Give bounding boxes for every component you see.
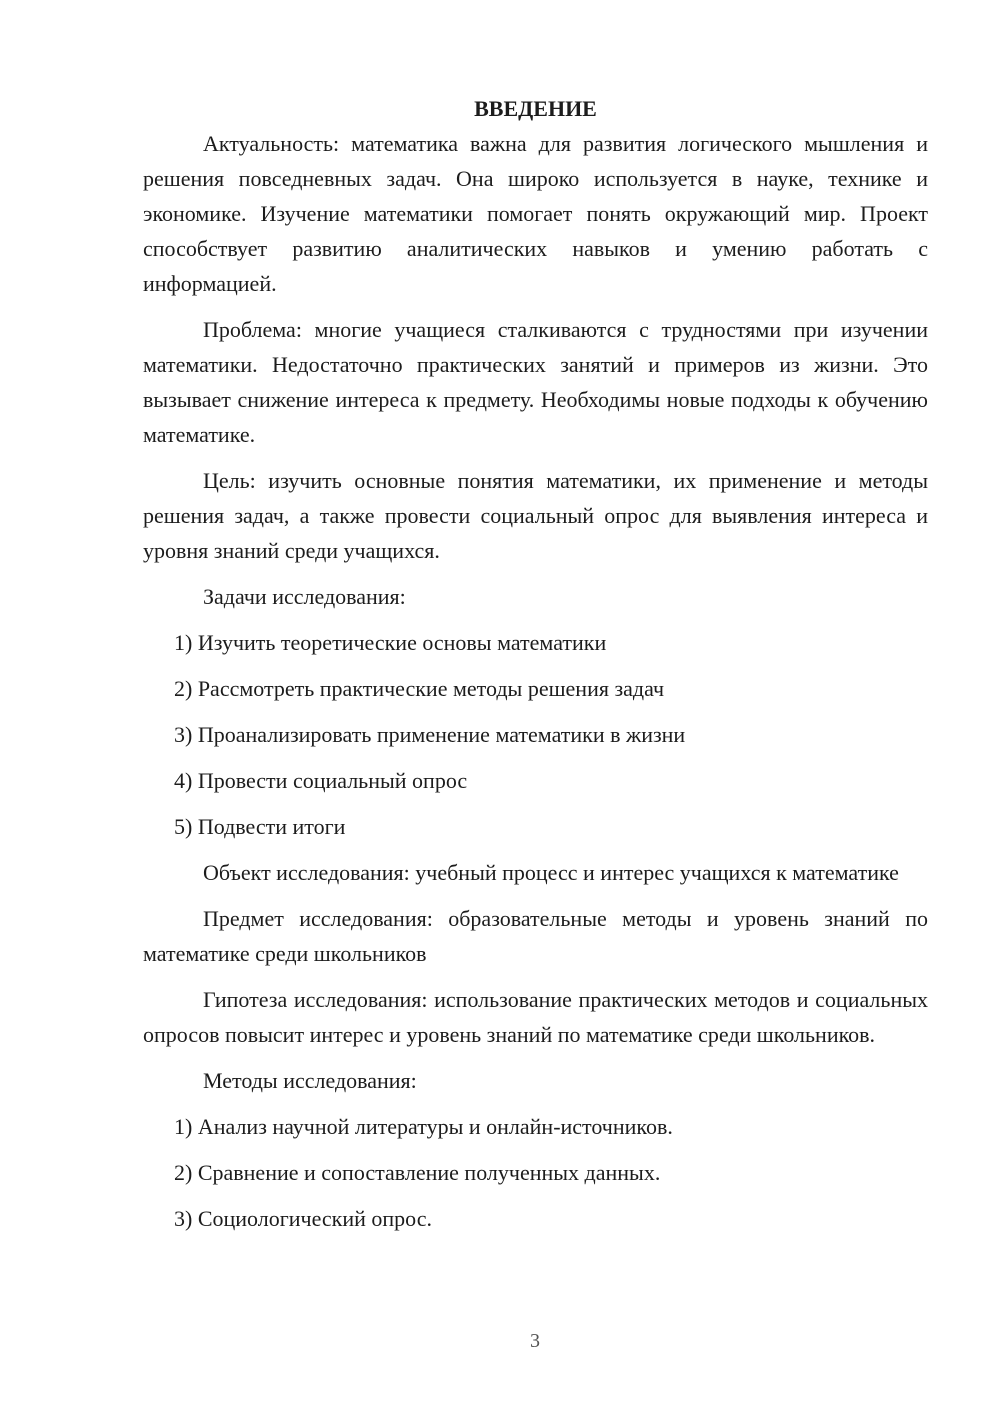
hypothesis-paragraph: Гипотеза исследования: использование практических методов и социальных опросов повысит интерес и уровень знаний по математике среди школьников. xyxy=(143,987,928,1047)
task-item-1: 1) Изучить теоретические основы математики xyxy=(174,630,607,655)
methods-label: Методы исследования: xyxy=(203,1068,417,1093)
tasks-list xyxy=(143,625,928,844)
problem-paragraph: Проблема: многие учащиеся сталкиваются с трудностями при изучении математики. Недостаточно практических занятий и примеров из жизни. Это вызывает снижение интереса к предмету. Необходимы новые подходы к обучению математике. xyxy=(143,317,928,447)
goal-paragraph: Цель: изучить основные понятия математики, их применение и методы решения задач, а также провести социальный опрос для выявления интереса и уровня знаний среди учащихся. xyxy=(143,468,928,563)
method-item-2: 2) Сравнение и сопоставление полученных данных. xyxy=(174,1160,661,1185)
document-page xyxy=(143,92,928,1247)
page-number: 3 xyxy=(530,1330,540,1352)
methods-list xyxy=(143,1109,928,1236)
method-item-1: 1) Анализ научной литературы и онлайн-источников. xyxy=(174,1114,673,1139)
object-paragraph: Объект исследования: учебный процесс и интерес учащихся к математике xyxy=(203,860,899,885)
task-item-4: 4) Провести социальный опрос xyxy=(174,768,468,793)
subject-paragraph: Предмет исследования: образовательные методы и уровень знаний по математике среди школьников xyxy=(143,906,928,966)
method-item-3: 3) Социологический опрос. xyxy=(174,1206,432,1231)
task-item-2: 2) Рассмотреть практические методы решения задач xyxy=(174,676,665,701)
section-heading: ВВЕДЕНИЕ xyxy=(474,96,597,121)
task-item-3: 3) Проанализировать применение математики в жизни xyxy=(174,722,686,747)
task-item-5: 5) Подвести итоги xyxy=(174,814,346,839)
relevance-paragraph: Актуальность: математика важна для развития логического мышления и решения повседневных задач. Она широко используется в науке, технике и экономике. Изучение математики помогает понять окружающий мир. Проект способствует развитию аналитических навыков и умению работать с информацией. xyxy=(143,131,928,296)
tasks-label: Задачи исследования: xyxy=(203,584,406,609)
